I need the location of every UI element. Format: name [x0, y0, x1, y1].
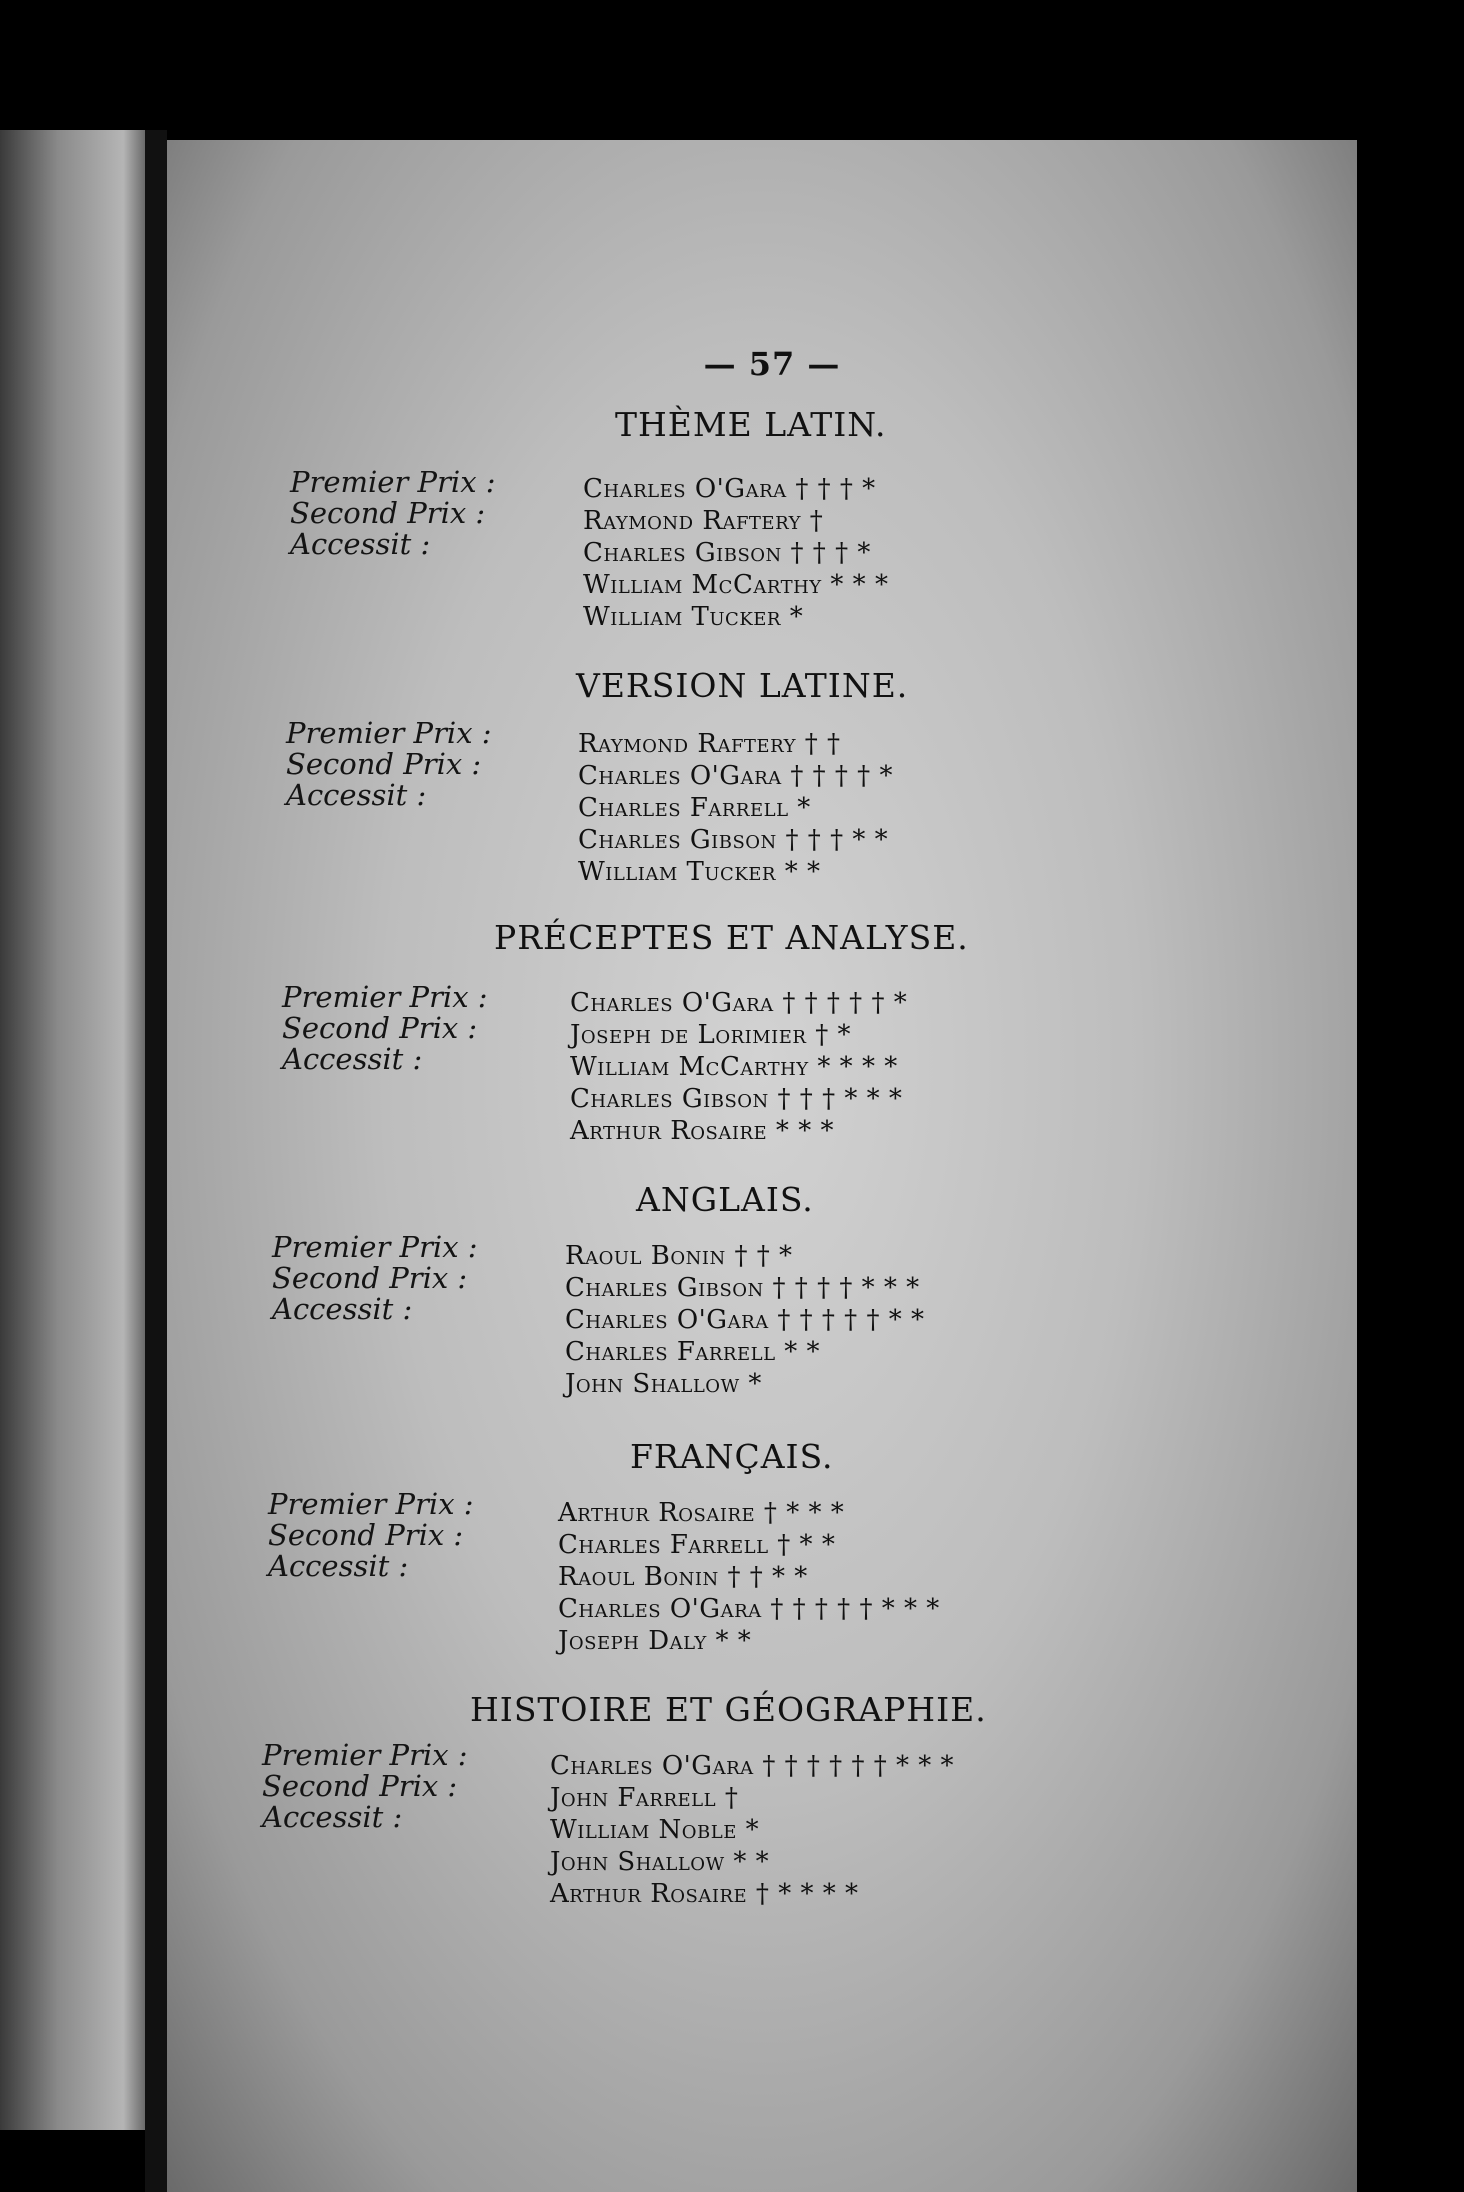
premier-prix-label: Premier Prix : [262, 1738, 468, 1772]
winner-name: Raoul Bonin † † * [565, 1241, 793, 1271]
page-number: — 57 — [703, 345, 841, 383]
winner-name: Charles O'Gara † † † † * [578, 761, 893, 791]
second-prix-label: Second Prix : [262, 1769, 458, 1803]
book-gutter [145, 130, 167, 2192]
scan-border [1357, 180, 1464, 2192]
winner-name: William Noble * [550, 1815, 760, 1845]
winner-name: Arthur Rosaire * * * [570, 1116, 834, 1146]
winner-name: William McCarthy * * * * [570, 1052, 898, 1082]
winner-name: Raymond Raftery † [583, 506, 824, 536]
winner-name: Arthur Rosaire † * * * * [550, 1879, 859, 1909]
section-title-theme-latin: THÈME LATIN. [615, 405, 887, 444]
winner-name: William Tucker * [583, 602, 804, 632]
winner-name: Charles Farrell * * [565, 1337, 821, 1367]
winner-name: John Shallow * [565, 1369, 762, 1399]
section-title-version-latine: VERSION LATINE. [576, 666, 909, 705]
winner-name: William McCarthy * * * [583, 570, 889, 600]
second-prix-label: Second Prix : [282, 1011, 478, 1045]
accessit-label: Accessit : [290, 527, 431, 561]
prize-labels [268, 1489, 474, 1582]
section-title-anglais: ANGLAIS. [636, 1180, 814, 1219]
winner-name: Charles Gibson † † † † * * * [565, 1273, 920, 1303]
winner-name: Raoul Bonin † † * * [558, 1562, 808, 1592]
section-title-francais: FRANÇAIS. [630, 1437, 834, 1476]
winner-name: John Shallow * * [550, 1847, 770, 1877]
prize-labels [290, 467, 496, 560]
winner-name: Arthur Rosaire † * * * [558, 1498, 845, 1528]
winners-list [565, 1240, 924, 1400]
premier-prix-label: Premier Prix : [286, 716, 492, 750]
second-prix-label: Second Prix : [286, 747, 482, 781]
accessit-label: Accessit : [286, 778, 427, 812]
premier-prix-label: Premier Prix : [268, 1487, 474, 1521]
winner-name: Charles O'Gara † † † † † * * * [558, 1594, 940, 1624]
winner-name: Charles Farrell † * * [558, 1530, 836, 1560]
winner-name: Charles Gibson † † † * * * [570, 1084, 903, 1114]
prize-labels [282, 982, 488, 1075]
second-prix-label: Second Prix : [272, 1261, 468, 1295]
facing-page-edge [0, 130, 145, 2130]
winners-list [570, 987, 907, 1147]
premier-prix-label: Premier Prix : [282, 980, 488, 1014]
second-prix-label: Second Prix : [268, 1518, 464, 1552]
prize-labels [272, 1232, 478, 1325]
winners-list [578, 728, 893, 888]
accessit-label: Accessit : [262, 1800, 403, 1834]
premier-prix-label: Premier Prix : [290, 465, 496, 499]
winner-name: Charles O'Gara † † † † † * * [565, 1305, 925, 1335]
winner-name: Charles Gibson † † † * [583, 538, 871, 568]
winner-name: John Farrell † [550, 1783, 739, 1813]
winner-name: Charles Gibson † † † * * [578, 825, 889, 855]
winner-name: Joseph Daly * * [558, 1626, 752, 1656]
winner-name: Charles O'Gara † † † † † † * * * [550, 1751, 954, 1781]
section-title-preceptes-analyse: PRÉCEPTES ET ANALYSE. [494, 918, 969, 957]
prize-labels [262, 1740, 468, 1833]
premier-prix-label: Premier Prix : [272, 1230, 478, 1264]
winners-list [558, 1497, 940, 1657]
winners-list [583, 473, 888, 633]
accessit-label: Accessit : [272, 1292, 413, 1326]
winner-name: Charles O'Gara † † † † † * [570, 988, 908, 1018]
winners-list [550, 1750, 954, 1910]
winner-name: Charles Farrell * [578, 793, 811, 823]
winner-name: William Tucker * * [578, 857, 821, 887]
winner-name: Charles O'Gara † † † * [583, 474, 876, 504]
winner-name: Joseph de Lorimier † * [570, 1020, 852, 1050]
prize-labels [286, 718, 492, 811]
accessit-label: Accessit : [282, 1042, 423, 1076]
second-prix-label: Second Prix : [290, 496, 486, 530]
section-title-histoire-geographie: HISTOIRE ET GÉOGRAPHIE. [470, 1690, 987, 1729]
winner-name: Raymond Raftery † † [578, 729, 841, 759]
accessit-label: Accessit : [268, 1549, 409, 1583]
